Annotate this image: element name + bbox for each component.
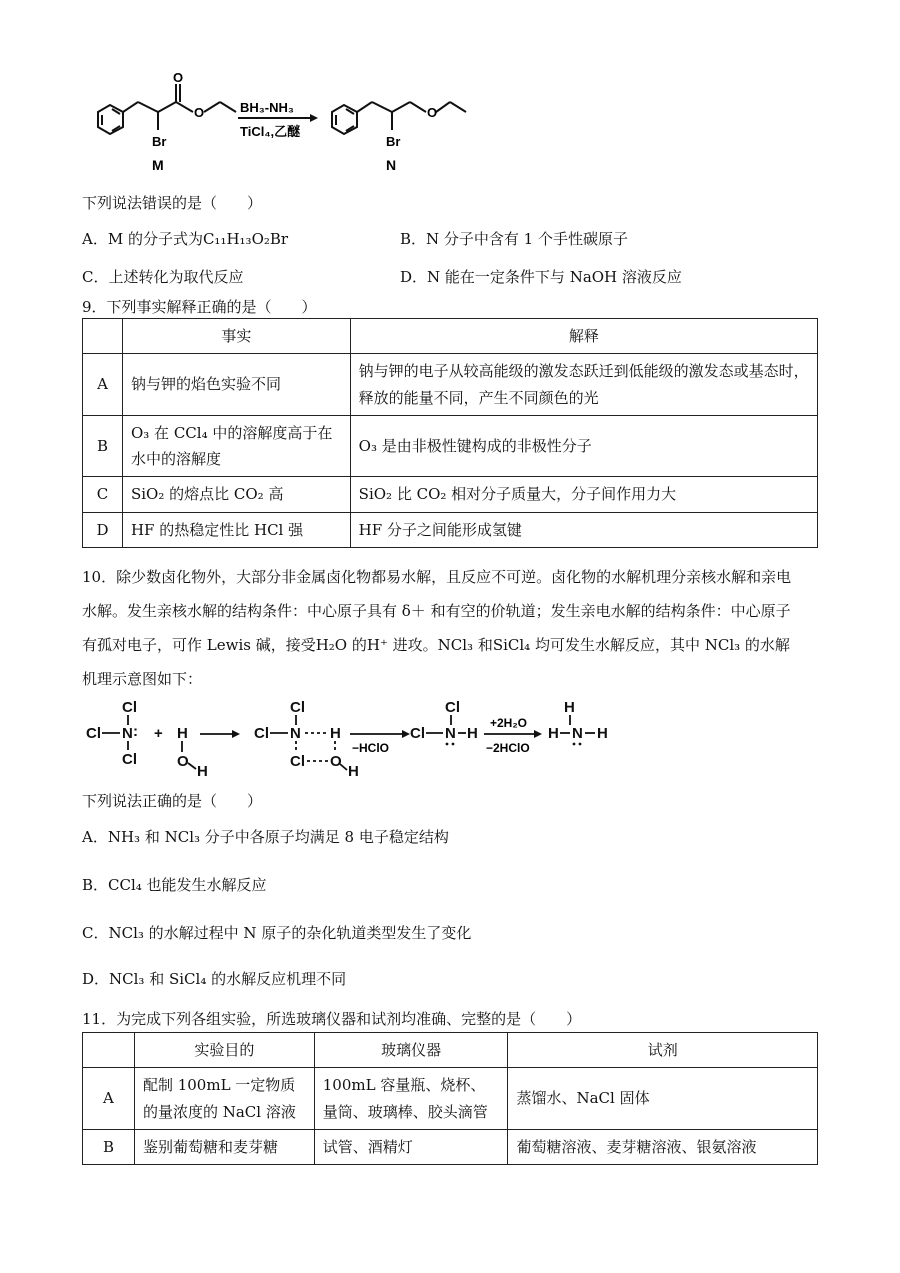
svg-text:Cl: Cl <box>86 725 101 742</box>
reagent-cell: 葡萄糖溶液、麦芽糖溶液、银氨溶液 <box>508 1129 818 1164</box>
q11-header-purpose: 实验目的 <box>134 1033 314 1068</box>
fact-cell: O₃ 在 CCl₄ 中的溶解度高于在水中的溶解度 <box>122 415 350 477</box>
q11-header-glassware: 玻璃仪器 <box>314 1033 508 1068</box>
ester-o: O <box>194 105 205 120</box>
q10-stem: 下列说法正确的是（ ） <box>82 792 263 810</box>
svg-text:Cl: Cl <box>410 725 425 742</box>
q10-paragraph-2: 水解。发生亲核水解的结构条件：中心原子具有 δ＋ 和有空的价轨道；发生亲电水解的结构条件：中心原子 <box>82 602 791 620</box>
row-label: A <box>83 1068 135 1130</box>
table-row <box>83 415 818 477</box>
svg-text:H: H <box>564 699 575 716</box>
table-row <box>83 512 818 547</box>
row-label: B <box>83 415 123 477</box>
reagent-bottom: TiCl₄,乙醚 <box>240 124 301 139</box>
label-n: N <box>386 157 397 173</box>
svg-text:Cl: Cl <box>290 753 305 770</box>
fact-cell: SiO₂ 的熔点比 CO₂ 高 <box>122 477 350 512</box>
svg-text:+: + <box>154 725 163 742</box>
glassware-cell: 试管、酒精灯 <box>314 1129 508 1164</box>
reagent-top: BH₃-NH₃ <box>240 100 294 115</box>
svg-text:N: N <box>290 725 301 742</box>
q11-header-reagent: 试剂 <box>508 1033 818 1068</box>
q9-table <box>82 318 818 548</box>
carbonyl-o: O <box>173 70 184 85</box>
q9-stem: 9．下列事实解释正确的是（ ） <box>82 298 317 316</box>
reagent-cell: 蒸馏水、NaCl 固体 <box>508 1068 818 1130</box>
table-row <box>83 477 818 512</box>
svg-text:H: H <box>177 725 188 742</box>
explain-cell: O₃ 是由非极性键构成的非极性分子 <box>350 415 817 477</box>
q9-header-explain: 解释 <box>350 319 817 354</box>
svg-text::: : <box>133 723 138 740</box>
svg-text:Cl: Cl <box>122 699 137 716</box>
q10-option-d: D．NCl₃ 和 SiCl₄ 的水解反应机理不同 <box>82 970 347 988</box>
svg-text:Cl: Cl <box>254 725 269 742</box>
svg-text:H: H <box>197 763 208 780</box>
explain-cell: SiO₂ 比 CO₂ 相对分子质量大，分子间作用力大 <box>350 477 817 512</box>
q11-stem: 11．为完成下列各组实验，所选玻璃仪器和试剂均准确、完整的是（ ） <box>82 1010 582 1028</box>
purpose-cell: 配制 100mL 一定物质的量浓度的 NaCl 溶液 <box>134 1068 314 1130</box>
arrow3-top: +2H₂O <box>490 716 528 730</box>
q10-paragraph-4: 机理示意图如下： <box>82 670 203 688</box>
q8-option-c: C．上述转化为取代反应 <box>82 268 244 286</box>
q10-paragraph-1: 10．除少数卤化物外，大部分非金属卤化物都易水解，且反应不可逆。卤化物的水解机理分亲核水解和亲电 <box>82 568 792 586</box>
glassware-cell: 100mL 容量瓶、烧杯、量筒、玻璃棒、胶头滴管 <box>314 1068 508 1130</box>
ncl3-hydrolysis-scheme <box>82 696 652 782</box>
q9-header-fact: 事实 <box>122 319 350 354</box>
svg-text:H: H <box>330 725 341 742</box>
q11-header-row <box>83 1033 818 1068</box>
q10-paragraph-3: 有孤对电子，可作 Lewis 碱，接受H₂O 的H⁺ 进攻。NCl₃ 和SiCl₄ 均可发生水解反应，其中 NCl₃ 的水解 <box>82 636 790 654</box>
q8-option-b: B．N 分子中含有 1 个手性碳原子 <box>400 230 628 248</box>
svg-text:H: H <box>548 725 559 742</box>
q9-header-row <box>83 319 818 354</box>
label-m: M <box>152 157 164 173</box>
q8-option-a: A．M 的分子式为C₁₁H₁₃O₂Br <box>82 230 289 248</box>
row-label: D <box>83 512 123 547</box>
arrow2-bottom: −HClO <box>352 741 390 755</box>
q8-stem: 下列说法错误的是（ ） <box>82 194 263 212</box>
q10-option-b: B．CCl₄ 也能发生水解反应 <box>82 876 267 894</box>
svg-text:O: O <box>177 753 189 770</box>
svg-text:N: N <box>445 725 456 742</box>
svg-text:H: H <box>348 763 359 780</box>
svg-text:H: H <box>467 725 478 742</box>
svg-text:H: H <box>597 725 608 742</box>
q11-header-blank <box>83 1033 135 1068</box>
svg-text:Cl: Cl <box>445 699 460 716</box>
fact-cell: HF 的热稳定性比 HCl 强 <box>122 512 350 547</box>
q11-table <box>82 1032 818 1165</box>
row-label: B <box>83 1129 135 1164</box>
explain-cell: 钠与钾的电子从较高能级的激发态跃迁到低能级的激发态或基态时，释放的能量不同，产生不同颜色的光 <box>350 354 817 416</box>
arrow3-bottom: −2HClO <box>486 741 530 755</box>
svg-text:Cl: Cl <box>290 699 305 716</box>
reaction-scheme-m-to-n <box>80 70 480 180</box>
table-row <box>83 354 818 416</box>
table-row <box>83 1129 818 1164</box>
q10-option-a: A．NH₃ 和 NCl₃ 分子中各原子均满足 8 电子稳定结构 <box>82 828 449 846</box>
svg-text:O: O <box>330 753 342 770</box>
ether-o: O <box>427 105 438 120</box>
q9-header-blank <box>83 319 123 354</box>
svg-text:N: N <box>572 725 583 742</box>
svg-text:N: N <box>122 725 133 742</box>
n-br: Br <box>386 134 401 149</box>
q8-option-d: D．N 能在一定条件下与 NaOH 溶液反应 <box>400 268 682 286</box>
m-br: Br <box>152 134 167 149</box>
explain-cell: HF 分子之间能形成氢键 <box>350 512 817 547</box>
table-row <box>83 1068 818 1130</box>
row-label: C <box>83 477 123 512</box>
fact-cell: 钠与钾的焰色实验不同 <box>122 354 350 416</box>
svg-text:Cl: Cl <box>122 751 137 768</box>
purpose-cell: 鉴别葡萄糖和麦芽糖 <box>134 1129 314 1164</box>
row-label: A <box>83 354 123 416</box>
q10-option-c: C．NCl₃ 的水解过程中 N 原子的杂化轨道类型发生了变化 <box>82 924 472 942</box>
